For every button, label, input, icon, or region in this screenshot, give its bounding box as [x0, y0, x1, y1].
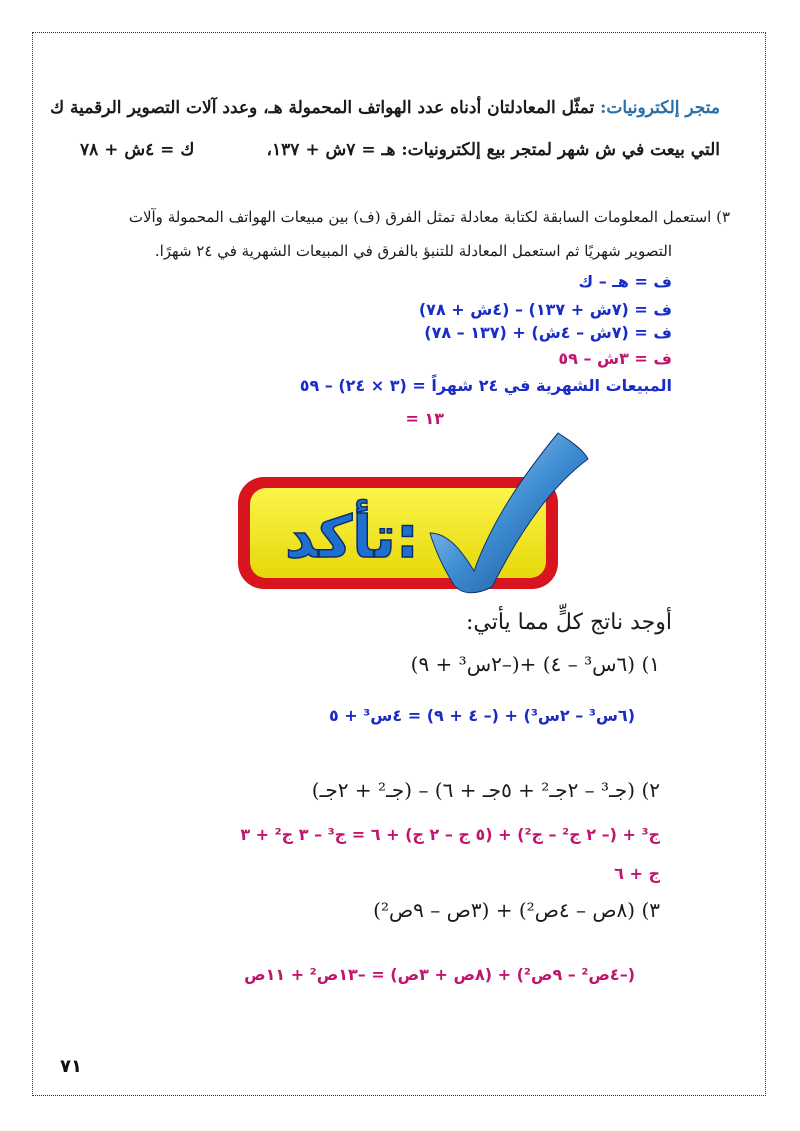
solution-step-1: ف = هـ – ك [578, 272, 672, 291]
exercise-1-question: ١) (٦س³ – ٤) +(–٢س³ + ٩) [410, 652, 660, 676]
exercise-2-answer-line-2: ج + ٦ [614, 864, 660, 883]
confirm-banner [230, 425, 590, 600]
solution-step-4: ف = ٣ش – ٥٩ [558, 349, 672, 368]
header-line-1-text: تمثّل المعادلتان أدناه عدد الهواتف المحمولة هـ، وعدد آلات التصوير الرقمية ك [50, 98, 595, 118]
exercise-2-question: ٢) (جـ³ – ٢جـ² + ٥جـ + ٦) – (جـ² + ٢جـ) [311, 778, 660, 802]
header-line-1 [50, 98, 720, 118]
exercise-2-answer-line-1: ج³ + (– ٢ ج² – ج²) + (٥ ج – ٢ ج) + ٦ = ج³ – ٣ ج² + ٣ [240, 825, 660, 844]
question-3-line-2: التصوير شهريًا ثم استعمل المعادلة للتنبؤ بالفرق في المبيعات الشهرية في ٢٤ شهرًا. [154, 242, 672, 260]
banner-text: تأكد: [285, 503, 419, 571]
solution-step-5: المبيعات الشهرية في ٢٤ شهراً = (٣ × ٢٤) – ٥٩ [299, 376, 672, 395]
topic-label: متجر إلكترونيات: [600, 98, 720, 118]
exercises-intro: أوجد ناتج كلٍّ مما يأتي: [465, 610, 672, 635]
header-k-equation: ك = ٤ش + ٧٨ [80, 140, 195, 160]
question-3-line-1: ٣) استعمل المعلومات السابقة لكتابة معادلة تمثل الفرق (ف) بين مبيعات الهواتف المحمولة وآلات [128, 208, 730, 226]
exercise-3-question: ٣) (٨ص – ٤ص²) + (٣ص – ٩ص²) [373, 898, 660, 922]
page-number: ٧١ [60, 1056, 82, 1077]
exercise-3-answer: (–٤ص² – ٩ص²) + (٨ص + ٣ص) = –١٣ص² + ١١ص [244, 965, 635, 984]
header-line-2 [267, 140, 720, 160]
solution-step-2: ف = (٧ش + ١٣٧) – (٤ش + ٧٨) [418, 300, 672, 319]
solution-step-6: = ١٣ [405, 409, 444, 428]
exercise-1-answer: (٦س³ – ٢س³) + (– ٤ + ٩) = ٤س³ + ٥ [328, 706, 635, 725]
solution-step-3: ف = (٧ش – ٤ش) + (١٣٧ – ٧٨) [424, 323, 672, 342]
header-line-2-text: التي بيعت في ش شهر لمتجر بيع إلكترونيات: هـ = ٧ش + ١٣٧، [266, 140, 720, 160]
